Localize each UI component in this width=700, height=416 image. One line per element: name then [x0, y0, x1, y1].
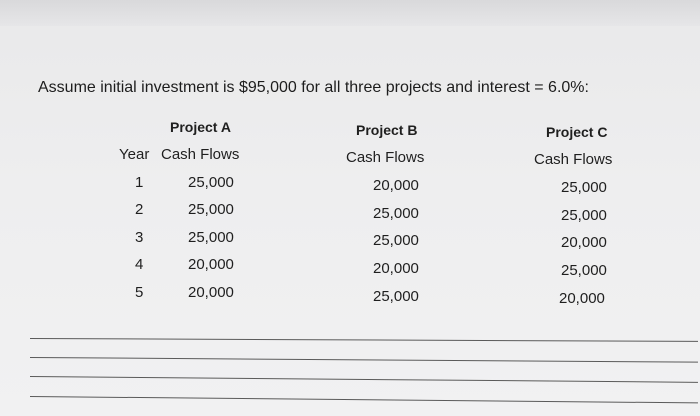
year-cell: 4 [135, 256, 144, 273]
project-b-cash-flow: 25,000 [373, 205, 419, 222]
header-year: Year [119, 146, 150, 163]
project-b-cash-flow: 20,000 [373, 260, 419, 277]
project-a-cash-flow: 20,000 [188, 256, 234, 273]
header-project-a: Project A [170, 119, 231, 135]
project-c-cash-flow: 25,000 [561, 179, 607, 196]
year-cell: 1 [135, 174, 144, 191]
project-c-cash-flow: 20,000 [561, 234, 607, 251]
project-a-cash-flow: 25,000 [188, 201, 234, 218]
project-c-cash-flow: 25,000 [561, 207, 607, 224]
project-c-cash-flow: 25,000 [561, 262, 607, 279]
project-b-cash-flow: 25,000 [373, 232, 419, 249]
header-cash-flows-a: Cash Flows [161, 146, 240, 163]
horizontal-rule [30, 376, 698, 383]
project-a-cash-flow: 25,000 [188, 229, 234, 246]
year-cell: 2 [135, 201, 144, 218]
header-cash-flows-c: Cash Flows [534, 151, 613, 168]
project-b-cash-flow: 20,000 [373, 177, 419, 194]
project-a-cash-flow: 25,000 [188, 174, 234, 191]
year-cell: 5 [135, 284, 144, 301]
horizontal-rule [30, 357, 698, 363]
project-c-cash-flow: 20,000 [559, 290, 605, 307]
year-cell: 3 [135, 229, 144, 246]
horizontal-rule [30, 396, 698, 403]
horizontal-rule [30, 338, 698, 342]
header-cash-flows-b: Cash Flows [346, 149, 425, 166]
project-b-cash-flow: 25,000 [373, 288, 419, 305]
header-project-b: Project B [356, 122, 418, 138]
problem-statement: Assume initial investment is $95,000 for all three projects and interest = 6.0%: [38, 79, 589, 96]
project-a-cash-flow: 20,000 [188, 284, 234, 301]
top-shadow-band [0, 0, 700, 26]
header-project-c: Project C [546, 124, 608, 140]
